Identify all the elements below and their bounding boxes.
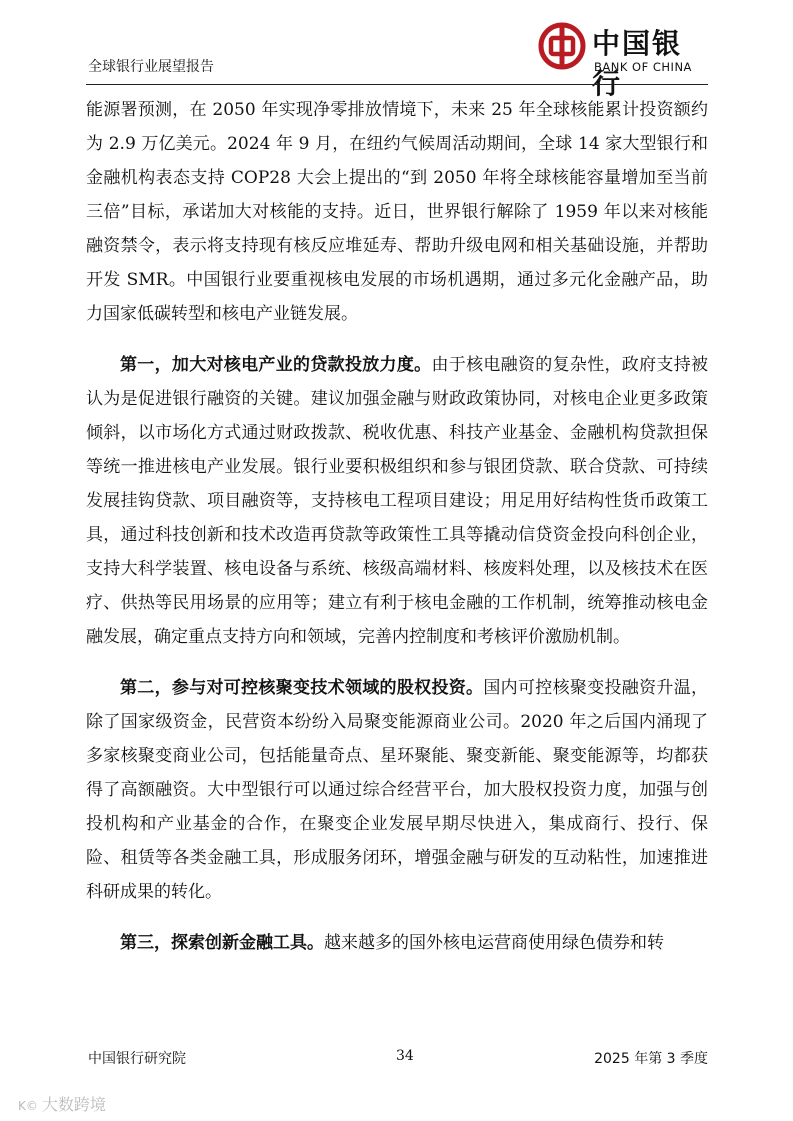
paragraph-1-text: 能源署预测，在 2050 年实现净零排放情境下，未来 25 年全球核能累计投资额约为 2.9 万亿美元。2024 年 9 月，在纽约气候周活动期间，全球 14 家大型银行和金融机构表态支持 COP28 大会上提出的“到 2050 年将全球核能容量增加至当前三倍”目标，承诺加大对核能的支持。近日，世界银行解除了 1959 年以来对核能融资禁令，表示将支持现有核反应堆延寿、帮助升级电网和相关基础设施，并帮助开发 SMR。中国银行业要重视核电发展的市场机遇期，通过多元化金融产品，助力国家低碳转型和核电产业链发展。 <box>86 100 708 324</box>
paragraph-4 <box>86 926 708 960</box>
page-footer <box>86 1048 708 1072</box>
watermark-text: 大数跨境 <box>41 1095 106 1114</box>
paragraph-2-text: 由于核电融资的复杂性，政府支持被认为是促进银行融资的关键。建议加强金融与财政政策协同，对核电企业更多政策倾斜，以市场化方式通过财政拨款、税收优惠、科技产业基金、金融机构贷款担保等统一推进核电产业发展。银行业要积极组织和参与银团贷款、联合贷款、可持续发展挂钩贷款、项目融资等，支持核电工程项目建设；用足用好结构性货币政策工具，通过科技创新和技术改造再贷款等政策性工具等撬动信贷资金投向科创企业，支持大科学装置、核电设备与系统、核级高端材料、核废料处理，以及核技术在医疗、供热等民用场景的应用等；建立有利于核电金融的工作机制，统筹推动核电金融发展，确定重点支持方向和领域，完善内控制度和考核评价激励机制。 <box>86 355 709 647</box>
bank-logo <box>538 20 708 100</box>
bank-of-china-logo-icon <box>538 22 586 70</box>
report-title: 全球银行业展望报告 <box>88 59 214 75</box>
logo-english-text: BANK OF CHINA <box>594 60 692 74</box>
paragraph-3-text: 国内可控核聚变投融资升温，除了国家级资金，民营资本纷纷入局聚变能源商业公司。2020 年之后国内涌现了多家核聚变商业公司，包括能量奇点、星环聚能、聚变新能、聚变能源等，均都获得了高额融资。大中型银行可以通过综合经营平台，加大股权投资力度，加强与创投机构和产业基金的合作，在聚变企业发展早期尽快进入，集成商行、投行、保险、租赁等各类金融工具，形成服务闭环，增强金融与研发的互动粘性，加速推进科研成果的转化。 <box>86 678 709 902</box>
paragraph-4-heading: 第三，探索创新金融工具。 <box>120 933 324 953</box>
paragraph-3 <box>86 671 708 909</box>
paragraph-4-text: 越来越多的国外核电运营商使用绿色债券和转 <box>324 933 664 953</box>
logo-chinese-text: 中国银行 <box>592 27 683 100</box>
page-header <box>86 20 708 100</box>
header-divider <box>86 84 708 85</box>
watermark-icon: K© <box>18 1099 38 1113</box>
footer-period: 2025 年第 3 季度 <box>594 1051 708 1067</box>
paragraph-1 <box>86 93 708 331</box>
document-body <box>86 93 708 960</box>
paragraph-2-heading: 第一，加大对核电产业的贷款投放力度。 <box>120 355 432 375</box>
footer-publisher: 中国银行研究院 <box>88 1051 186 1067</box>
watermark <box>18 1092 106 1115</box>
paragraph-3-heading: 第二，参与对可控核聚变技术领域的股权投资。 <box>120 678 484 698</box>
page-number: 34 <box>396 1048 414 1064</box>
paragraph-2 <box>86 348 708 654</box>
